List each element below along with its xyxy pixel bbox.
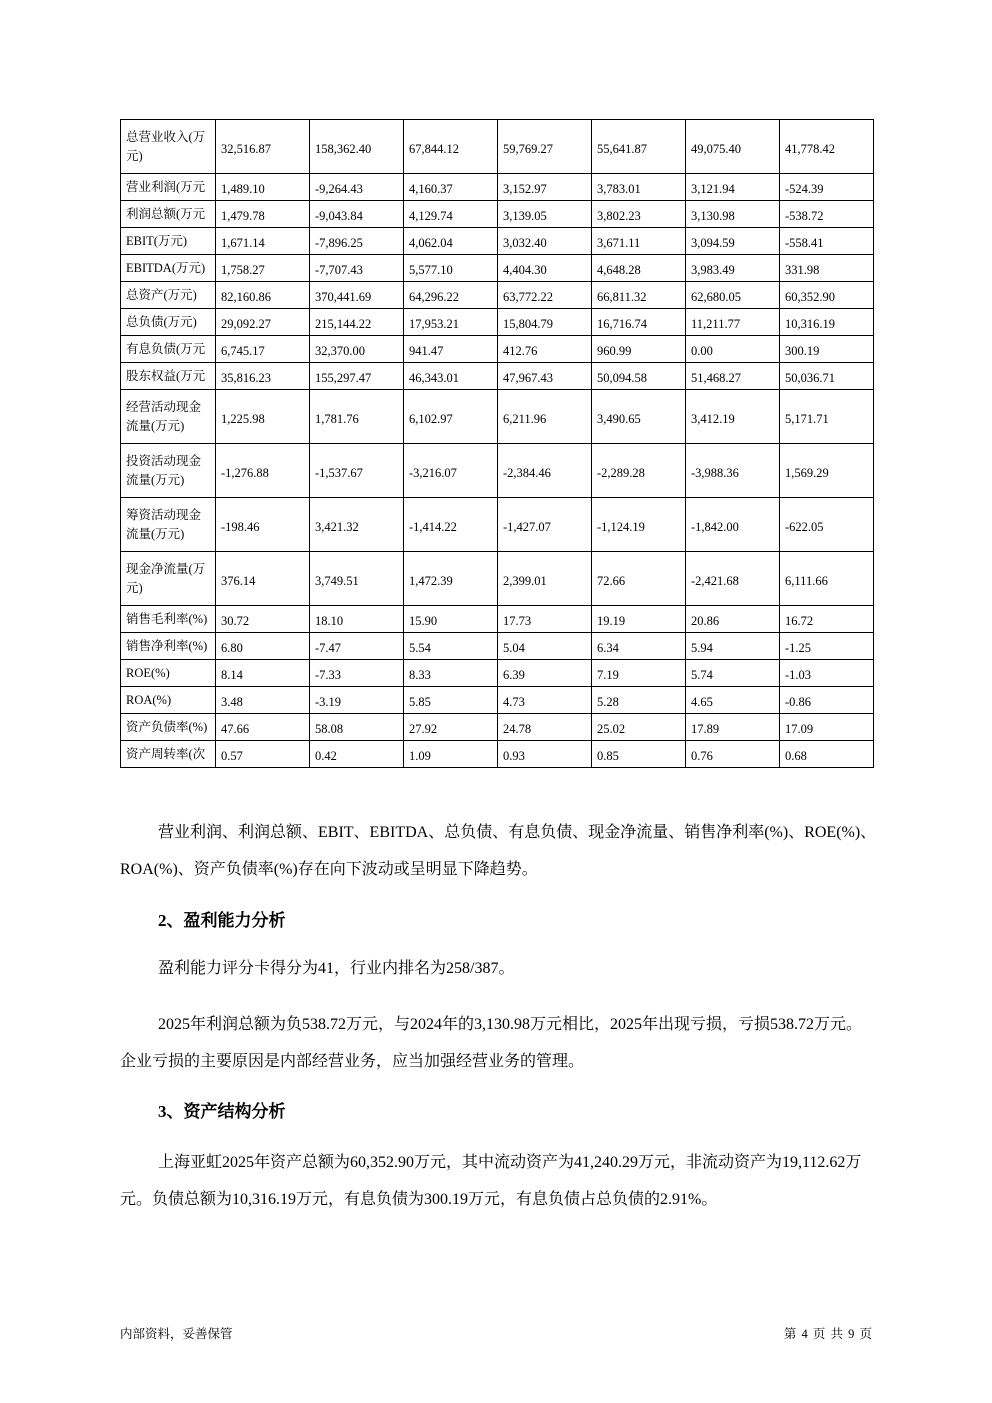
table-cell: 0.00 [686, 336, 780, 363]
row-label: 有息负债(万元 [121, 336, 216, 363]
table-cell: 1,225.98 [216, 390, 310, 444]
table-cell: -1,427.07 [498, 498, 592, 552]
table-row [121, 498, 874, 552]
table-row [121, 714, 874, 741]
table-row [121, 687, 874, 714]
table-cell: 82,160.86 [216, 282, 310, 309]
table-cell: -1,276.88 [216, 444, 310, 498]
table-cell: 41,778.42 [780, 120, 874, 174]
table-cell: 4,404.30 [498, 255, 592, 282]
table-cell: 7.19 [592, 660, 686, 687]
table-cell: 5.04 [498, 633, 592, 660]
table-cell: 62,680.05 [686, 282, 780, 309]
row-label: 经营活动现金流量(万元) [121, 390, 216, 444]
table-cell: 60,352.90 [780, 282, 874, 309]
table-cell: 4.65 [686, 687, 780, 714]
table-cell: 6,102.97 [404, 390, 498, 444]
table-cell: -9,264.43 [310, 174, 404, 201]
table-cell: 4,062.04 [404, 228, 498, 255]
table-row [121, 309, 874, 336]
section-heading-profitability: 2、盈利能力分析 [158, 911, 286, 930]
table-row [121, 390, 874, 444]
table-cell: 11,211.77 [686, 309, 780, 336]
table-cell: -1.25 [780, 633, 874, 660]
table-row [121, 606, 874, 633]
profit-loss-paragraph: 2025年利润总额为负538.72万元，与2024年的3,130.98万元相比，2025年出现亏损，亏损538.72万元。 企业亏损的主要原因是内部经营业务，应当加强经营业务的管理。 [120, 1016, 863, 1070]
table-cell: 30.72 [216, 606, 310, 633]
table-row [121, 174, 874, 201]
table-cell: 17.73 [498, 606, 592, 633]
table-cell: 3,094.59 [686, 228, 780, 255]
table-cell: 35,816.23 [216, 363, 310, 390]
table-cell: -3,216.07 [404, 444, 498, 498]
table-cell: 941.47 [404, 336, 498, 363]
table-cell: 376.14 [216, 552, 310, 606]
table-row [121, 444, 874, 498]
table-row [121, 336, 874, 363]
table-row [121, 363, 874, 390]
table-cell: 5.54 [404, 633, 498, 660]
table-cell: 17.89 [686, 714, 780, 741]
table-cell: 3,412.19 [686, 390, 780, 444]
table-cell: 8.33 [404, 660, 498, 687]
table-cell: 5,577.10 [404, 255, 498, 282]
table-cell: 6,211.96 [498, 390, 592, 444]
table-cell: 1,489.10 [216, 174, 310, 201]
table-cell: 4.73 [498, 687, 592, 714]
table-cell: 58.08 [310, 714, 404, 741]
table-cell: 50,036.71 [780, 363, 874, 390]
table-cell: 3,490.65 [592, 390, 686, 444]
trend-paragraph: 营业利润、利润总额、EBIT、EBITDA、总负债、有息负债、现金净流量、销售净利率(%)、ROE(%)、ROA(%)、资产负债率(%)存在向下波动或呈明显下降趋势。 [120, 824, 877, 878]
table-cell: 5.94 [686, 633, 780, 660]
table-cell: 3,749.51 [310, 552, 404, 606]
table-cell: 49,075.40 [686, 120, 780, 174]
profitability-score-paragraph: 盈利能力评分卡得分为41，行业内排名为258/387。 [158, 960, 515, 977]
table-cell: 3,802.23 [592, 201, 686, 228]
row-label: 总资产(万元) [121, 282, 216, 309]
table-cell: 1,781.76 [310, 390, 404, 444]
table-cell: 300.19 [780, 336, 874, 363]
table-cell: 50,094.58 [592, 363, 686, 390]
row-label: 销售毛利率(%) [121, 606, 216, 633]
table-cell: 8.14 [216, 660, 310, 687]
table-cell: 4,648.28 [592, 255, 686, 282]
table-cell: 24.78 [498, 714, 592, 741]
table-cell: 0.57 [216, 741, 310, 768]
table-cell: -0.86 [780, 687, 874, 714]
row-label: 股东权益(万元 [121, 363, 216, 390]
row-label: 总营业收入(万元) [121, 120, 216, 174]
table-cell: 32,370.00 [310, 336, 404, 363]
table-cell: 29,092.27 [216, 309, 310, 336]
table-cell: -7.47 [310, 633, 404, 660]
table-cell: 72.66 [592, 552, 686, 606]
table-cell: 3,152.97 [498, 174, 592, 201]
table-cell: -1,842.00 [686, 498, 780, 552]
table-row [121, 660, 874, 687]
table-cell: 27.92 [404, 714, 498, 741]
table-cell: 3.48 [216, 687, 310, 714]
row-label: 现金净流量(万元) [121, 552, 216, 606]
table-cell: 1,569.29 [780, 444, 874, 498]
table-row [121, 282, 874, 309]
asset-structure-paragraph: 上海亚虹2025年资产总额为60,352.90万元，其中流动资产为41,240.29万元，非流动资产为19,112.62万元。负债总额为10,316.19万元，有息负债为300.19万元，有息负债占总负债的2.91%。 [120, 1154, 862, 1208]
row-label: 销售净利率(%) [121, 633, 216, 660]
table-row [121, 120, 874, 174]
table-cell: -1,414.22 [404, 498, 498, 552]
table-cell: 5.28 [592, 687, 686, 714]
table-cell: -2,289.28 [592, 444, 686, 498]
table-cell: 1,671.14 [216, 228, 310, 255]
table-row [121, 255, 874, 282]
table-cell: -2,384.46 [498, 444, 592, 498]
table-cell: 412.76 [498, 336, 592, 363]
table-cell: 215,144.22 [310, 309, 404, 336]
table-cell: 3,671.11 [592, 228, 686, 255]
table-cell: 16.72 [780, 606, 874, 633]
table-cell: 3,130.98 [686, 201, 780, 228]
table-cell: 6.80 [216, 633, 310, 660]
table-cell: 3,983.49 [686, 255, 780, 282]
row-label: 投资活动现金流量(万元) [121, 444, 216, 498]
row-label: EBIT(万元) [121, 228, 216, 255]
row-label: 营业利润(万元 [121, 174, 216, 201]
financial-table-body [121, 120, 874, 768]
footer-confidential-note: 内部资料，妥善保管 [120, 1327, 233, 1341]
table-cell: -1.03 [780, 660, 874, 687]
table-row [121, 633, 874, 660]
table-cell: -198.46 [216, 498, 310, 552]
table-cell: 5.74 [686, 660, 780, 687]
table-cell: 16,716.74 [592, 309, 686, 336]
table-cell: 10,316.19 [780, 309, 874, 336]
table-cell: 2,399.01 [498, 552, 592, 606]
table-cell: 25.02 [592, 714, 686, 741]
row-label: 筹资活动现金流量(万元) [121, 498, 216, 552]
footer-page-number: 第 4 页 共 9 页 [783, 1327, 872, 1341]
table-cell: 1,472.39 [404, 552, 498, 606]
table-cell: 63,772.22 [498, 282, 592, 309]
table-cell: 3,032.40 [498, 228, 592, 255]
table-cell: 15.90 [404, 606, 498, 633]
row-label: 总负债(万元) [121, 309, 216, 336]
table-row [121, 741, 874, 768]
table-cell: -1,537.67 [310, 444, 404, 498]
table-cell: -9,043.84 [310, 201, 404, 228]
table-cell: 55,641.87 [592, 120, 686, 174]
table-row [121, 201, 874, 228]
table-cell: 19.19 [592, 606, 686, 633]
table-cell: 59,769.27 [498, 120, 592, 174]
table-cell: 370,441.69 [310, 282, 404, 309]
table-cell: 66,811.32 [592, 282, 686, 309]
table-cell: 0.85 [592, 741, 686, 768]
table-cell: 4,160.37 [404, 174, 498, 201]
table-cell: 3,421.32 [310, 498, 404, 552]
table-cell: -7,707.43 [310, 255, 404, 282]
table-cell: -538.72 [780, 201, 874, 228]
section-heading-asset-structure: 3、资产结构分析 [158, 1102, 286, 1121]
table-cell: 6.34 [592, 633, 686, 660]
table-cell: 47,967.43 [498, 363, 592, 390]
table-cell: 158,362.40 [310, 120, 404, 174]
table-cell: -622.05 [780, 498, 874, 552]
row-label: 资产周转率(次 [121, 741, 216, 768]
table-cell: 0.68 [780, 741, 874, 768]
table-cell: -1,124.19 [592, 498, 686, 552]
table-cell: 47.66 [216, 714, 310, 741]
table-cell: 20.86 [686, 606, 780, 633]
table-cell: -7,896.25 [310, 228, 404, 255]
table-cell: -3.19 [310, 687, 404, 714]
table-cell: 3,121.94 [686, 174, 780, 201]
table-cell: 67,844.12 [404, 120, 498, 174]
row-label: ROE(%) [121, 660, 216, 687]
table-cell: 17,953.21 [404, 309, 498, 336]
table-cell: 0.76 [686, 741, 780, 768]
table-cell: 0.93 [498, 741, 592, 768]
table-cell: 15,804.79 [498, 309, 592, 336]
table-cell: 18.10 [310, 606, 404, 633]
table-cell: -558.41 [780, 228, 874, 255]
table-cell: 960.99 [592, 336, 686, 363]
row-label: EBITDA(万元) [121, 255, 216, 282]
table-cell: 1,479.78 [216, 201, 310, 228]
table-cell: -2,421.68 [686, 552, 780, 606]
table-cell: -524.39 [780, 174, 874, 201]
table-row [121, 228, 874, 255]
table-cell: 51,468.27 [686, 363, 780, 390]
table-cell: 46,343.01 [404, 363, 498, 390]
table-cell: 6,745.17 [216, 336, 310, 363]
table-cell: 1.09 [404, 741, 498, 768]
row-label: 资产负债率(%) [121, 714, 216, 741]
table-cell: -3,988.36 [686, 444, 780, 498]
table-cell: 3,783.01 [592, 174, 686, 201]
table-cell: 155,297.47 [310, 363, 404, 390]
table-cell: 6,111.66 [780, 552, 874, 606]
table-row [121, 552, 874, 606]
row-label: 利润总额(万元 [121, 201, 216, 228]
table-cell: 64,296.22 [404, 282, 498, 309]
table-cell: 6.39 [498, 660, 592, 687]
financial-indicators-table [120, 119, 874, 768]
table-cell: 3,139.05 [498, 201, 592, 228]
table-cell: 5.85 [404, 687, 498, 714]
table-cell: -7.33 [310, 660, 404, 687]
row-label: ROA(%) [121, 687, 216, 714]
table-cell: 0.42 [310, 741, 404, 768]
table-cell: 5,171.71 [780, 390, 874, 444]
table-cell: 32,516.87 [216, 120, 310, 174]
table-cell: 1,758.27 [216, 255, 310, 282]
table-cell: 331.98 [780, 255, 874, 282]
table-cell: 17.09 [780, 714, 874, 741]
table-cell: 4,129.74 [404, 201, 498, 228]
